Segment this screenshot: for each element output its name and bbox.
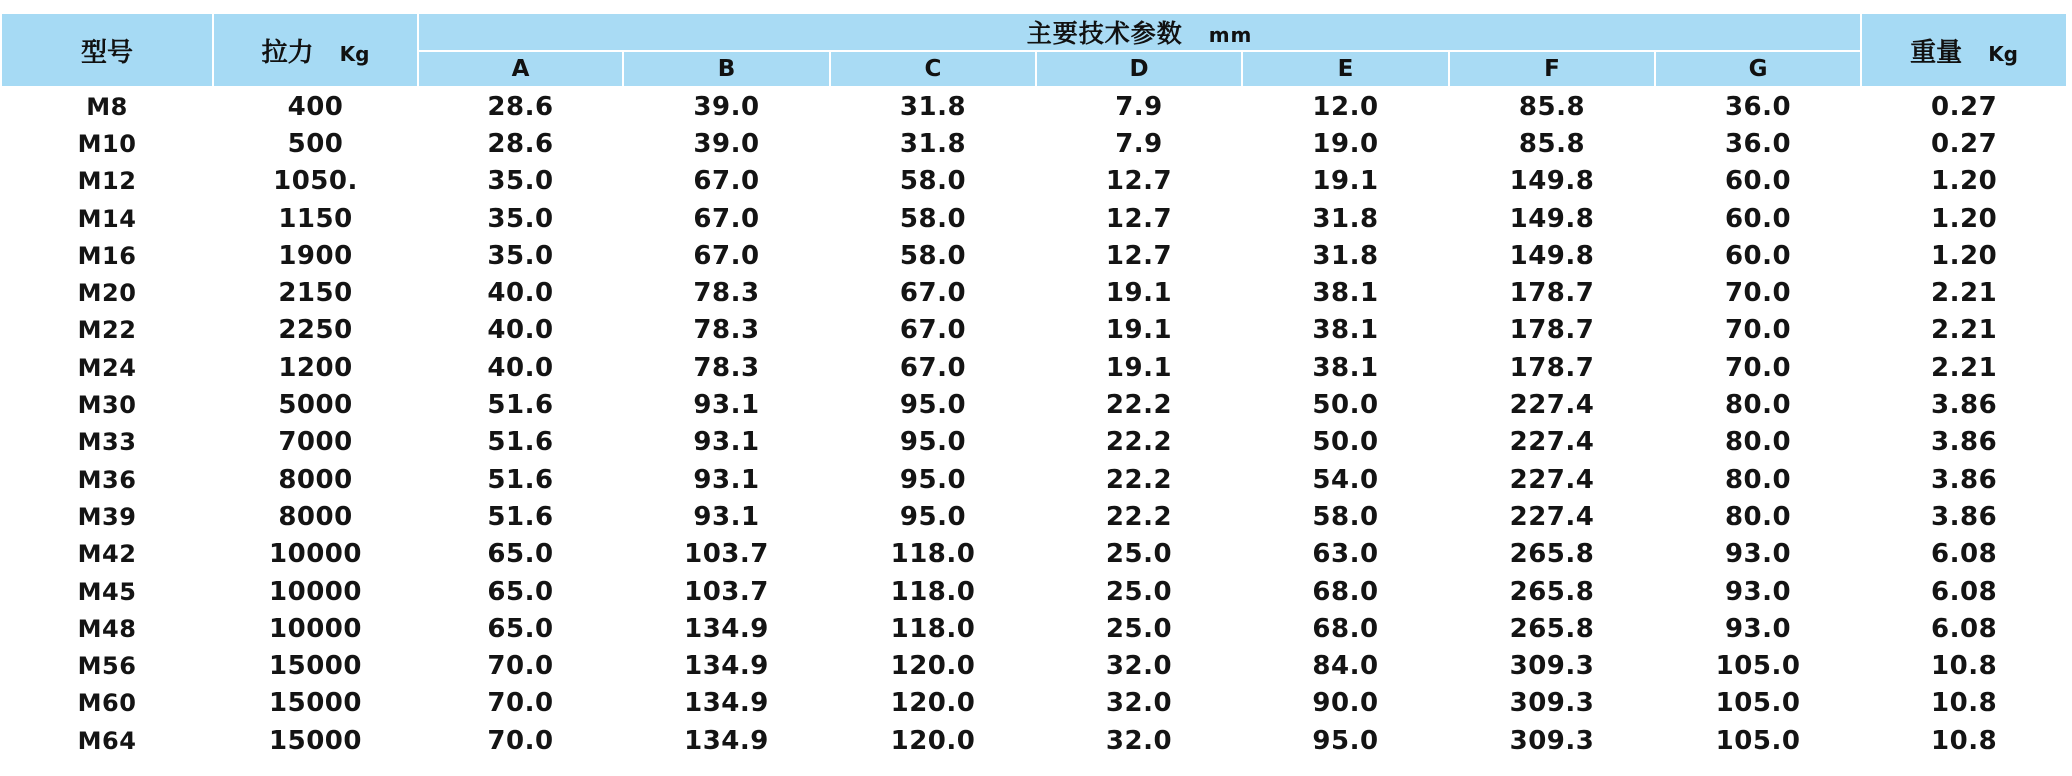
cell-dim-f: 178.7 xyxy=(1449,274,1655,311)
header-tension-unit: Kg xyxy=(339,41,370,66)
cell-model: M60 xyxy=(1,685,213,722)
cell-dim-c: 95.0 xyxy=(830,461,1036,498)
cell-weight: 3.86 xyxy=(1861,424,2067,461)
cell-dim-e: 54.0 xyxy=(1242,461,1449,498)
table-row xyxy=(1,610,2067,647)
cell-dim-g: 70.0 xyxy=(1655,312,1861,349)
header-group-label: 主要技术参数 xyxy=(1026,19,1183,48)
cell-dim-b: 67.0 xyxy=(623,200,830,237)
header-tension-label: 拉力 xyxy=(261,37,314,68)
cell-dim-b: 134.9 xyxy=(623,685,830,722)
cell-dim-f: 85.8 xyxy=(1449,87,1655,125)
cell-dim-b: 103.7 xyxy=(623,536,830,573)
header-dim-a: A xyxy=(418,51,623,87)
cell-dim-e: 68.0 xyxy=(1242,610,1449,647)
cell-dim-c: 67.0 xyxy=(830,349,1036,386)
cell-dim-d: 19.1 xyxy=(1036,312,1242,349)
cell-dim-b: 39.0 xyxy=(623,125,830,162)
header-model-label: 型号 xyxy=(80,37,133,68)
cell-dim-d: 32.0 xyxy=(1036,685,1242,722)
cell-dim-b: 93.1 xyxy=(623,461,830,498)
cell-dim-e: 63.0 xyxy=(1242,536,1449,573)
cell-dim-g: 36.0 xyxy=(1655,125,1861,162)
cell-dim-f: 309.3 xyxy=(1449,685,1655,722)
cell-model: M10 xyxy=(1,125,213,162)
cell-dim-g: 105.0 xyxy=(1655,685,1861,722)
cell-dim-f: 85.8 xyxy=(1449,125,1655,162)
cell-dim-c: 120.0 xyxy=(830,722,1036,759)
cell-dim-a: 28.6 xyxy=(418,125,623,162)
cell-dim-e: 58.0 xyxy=(1242,498,1449,535)
cell-dim-b: 93.1 xyxy=(623,386,830,423)
table-header xyxy=(1,13,2067,87)
cell-dim-c: 31.8 xyxy=(830,125,1036,162)
cell-dim-e: 12.0 xyxy=(1242,87,1449,125)
cell-weight: 0.27 xyxy=(1861,87,2067,125)
header-weight xyxy=(1861,13,2067,87)
cell-dim-d: 22.2 xyxy=(1036,461,1242,498)
header-group xyxy=(418,13,1861,51)
header-dim-g: G xyxy=(1655,51,1861,87)
cell-dim-d: 7.9 xyxy=(1036,125,1242,162)
cell-weight: 3.86 xyxy=(1861,461,2067,498)
cell-dim-g: 60.0 xyxy=(1655,163,1861,200)
cell-model: M20 xyxy=(1,274,213,311)
cell-dim-d: 25.0 xyxy=(1036,536,1242,573)
table-row xyxy=(1,237,2067,274)
table-row xyxy=(1,274,2067,311)
cell-weight: 2.21 xyxy=(1861,274,2067,311)
cell-dim-a: 70.0 xyxy=(418,647,623,684)
cell-dim-d: 19.1 xyxy=(1036,274,1242,311)
cell-dim-b: 39.0 xyxy=(623,87,830,125)
table-row xyxy=(1,87,2067,125)
cell-tension: 5000 xyxy=(213,386,418,423)
cell-dim-a: 35.0 xyxy=(418,237,623,274)
header-weight-label: 重量 xyxy=(1910,37,1963,68)
cell-model: M14 xyxy=(1,200,213,237)
cell-dim-e: 95.0 xyxy=(1242,722,1449,759)
cell-tension: 400 xyxy=(213,87,418,125)
cell-dim-g: 60.0 xyxy=(1655,200,1861,237)
cell-dim-c: 118.0 xyxy=(830,610,1036,647)
header-dim-e: E xyxy=(1242,51,1449,87)
cell-model: M56 xyxy=(1,647,213,684)
cell-dim-f: 265.8 xyxy=(1449,536,1655,573)
cell-tension: 10000 xyxy=(213,610,418,647)
table-row xyxy=(1,647,2067,684)
header-tension xyxy=(213,13,418,87)
cell-dim-a: 65.0 xyxy=(418,536,623,573)
cell-tension: 8000 xyxy=(213,461,418,498)
cell-dim-d: 25.0 xyxy=(1036,610,1242,647)
cell-weight: 1.20 xyxy=(1861,163,2067,200)
cell-weight: 2.21 xyxy=(1861,312,2067,349)
table-row xyxy=(1,461,2067,498)
cell-dim-e: 31.8 xyxy=(1242,200,1449,237)
table-row xyxy=(1,685,2067,722)
cell-tension: 8000 xyxy=(213,498,418,535)
cell-dim-d: 22.2 xyxy=(1036,424,1242,461)
header-model xyxy=(1,13,213,87)
cell-dim-a: 40.0 xyxy=(418,312,623,349)
cell-dim-g: 105.0 xyxy=(1655,647,1861,684)
cell-dim-g: 70.0 xyxy=(1655,274,1861,311)
cell-tension: 500 xyxy=(213,125,418,162)
cell-dim-d: 25.0 xyxy=(1036,573,1242,610)
cell-tension: 15000 xyxy=(213,685,418,722)
cell-dim-b: 67.0 xyxy=(623,237,830,274)
cell-dim-b: 134.9 xyxy=(623,722,830,759)
cell-dim-a: 70.0 xyxy=(418,685,623,722)
cell-dim-c: 118.0 xyxy=(830,573,1036,610)
cell-tension: 1150 xyxy=(213,200,418,237)
cell-dim-d: 19.1 xyxy=(1036,349,1242,386)
cell-dim-a: 70.0 xyxy=(418,722,623,759)
cell-dim-f: 149.8 xyxy=(1449,200,1655,237)
cell-tension: 1900 xyxy=(213,237,418,274)
cell-tension: 7000 xyxy=(213,424,418,461)
cell-weight: 3.86 xyxy=(1861,386,2067,423)
cell-dim-f: 227.4 xyxy=(1449,424,1655,461)
cell-weight: 6.08 xyxy=(1861,573,2067,610)
cell-tension: 1050. xyxy=(213,163,418,200)
cell-dim-a: 35.0 xyxy=(418,200,623,237)
cell-model: M12 xyxy=(1,163,213,200)
cell-dim-c: 95.0 xyxy=(830,498,1036,535)
header-dim-f: F xyxy=(1449,51,1655,87)
cell-model: M42 xyxy=(1,536,213,573)
cell-dim-d: 12.7 xyxy=(1036,237,1242,274)
cell-dim-e: 90.0 xyxy=(1242,685,1449,722)
cell-weight: 10.8 xyxy=(1861,722,2067,759)
cell-dim-a: 65.0 xyxy=(418,573,623,610)
cell-weight: 3.86 xyxy=(1861,498,2067,535)
cell-dim-e: 31.8 xyxy=(1242,237,1449,274)
header-group-unit: mm xyxy=(1208,23,1253,47)
cell-dim-e: 38.1 xyxy=(1242,312,1449,349)
header-dim-b: B xyxy=(623,51,830,87)
cell-tension: 10000 xyxy=(213,536,418,573)
cell-weight: 6.08 xyxy=(1861,536,2067,573)
cell-weight: 0.27 xyxy=(1861,125,2067,162)
cell-model: M30 xyxy=(1,386,213,423)
table-row xyxy=(1,312,2067,349)
cell-dim-a: 51.6 xyxy=(418,424,623,461)
cell-dim-e: 19.0 xyxy=(1242,125,1449,162)
cell-dim-d: 7.9 xyxy=(1036,87,1242,125)
cell-dim-b: 103.7 xyxy=(623,573,830,610)
cell-model: M39 xyxy=(1,498,213,535)
cell-dim-d: 12.7 xyxy=(1036,163,1242,200)
cell-model: M48 xyxy=(1,610,213,647)
cell-dim-f: 309.3 xyxy=(1449,647,1655,684)
cell-dim-f: 227.4 xyxy=(1449,386,1655,423)
cell-dim-g: 70.0 xyxy=(1655,349,1861,386)
cell-dim-g: 93.0 xyxy=(1655,610,1861,647)
cell-model: M22 xyxy=(1,312,213,349)
cell-dim-d: 22.2 xyxy=(1036,498,1242,535)
cell-dim-b: 134.9 xyxy=(623,647,830,684)
table-row xyxy=(1,163,2067,200)
cell-dim-b: 134.9 xyxy=(623,610,830,647)
table-row xyxy=(1,498,2067,535)
cell-dim-c: 58.0 xyxy=(830,237,1036,274)
cell-dim-a: 40.0 xyxy=(418,349,623,386)
cell-dim-g: 80.0 xyxy=(1655,498,1861,535)
cell-model: M33 xyxy=(1,424,213,461)
cell-dim-c: 67.0 xyxy=(830,274,1036,311)
cell-weight: 2.21 xyxy=(1861,349,2067,386)
cell-dim-f: 265.8 xyxy=(1449,610,1655,647)
cell-dim-e: 38.1 xyxy=(1242,274,1449,311)
cell-dim-b: 93.1 xyxy=(623,424,830,461)
cell-dim-c: 67.0 xyxy=(830,312,1036,349)
cell-dim-f: 149.8 xyxy=(1449,163,1655,200)
cell-weight: 1.20 xyxy=(1861,237,2067,274)
cell-model: M8 xyxy=(1,87,213,125)
cell-dim-g: 93.0 xyxy=(1655,573,1861,610)
cell-dim-e: 38.1 xyxy=(1242,349,1449,386)
cell-dim-c: 58.0 xyxy=(830,200,1036,237)
cell-dim-f: 178.7 xyxy=(1449,312,1655,349)
cell-dim-b: 78.3 xyxy=(623,274,830,311)
cell-dim-c: 31.8 xyxy=(830,87,1036,125)
cell-model: M36 xyxy=(1,461,213,498)
cell-weight: 10.8 xyxy=(1861,685,2067,722)
cell-dim-d: 22.2 xyxy=(1036,386,1242,423)
cell-model: M45 xyxy=(1,573,213,610)
table-row xyxy=(1,722,2067,759)
cell-tension: 2150 xyxy=(213,274,418,311)
cell-dim-a: 28.6 xyxy=(418,87,623,125)
cell-dim-c: 95.0 xyxy=(830,386,1036,423)
cell-model: M24 xyxy=(1,349,213,386)
cell-dim-g: 36.0 xyxy=(1655,87,1861,125)
cell-weight: 6.08 xyxy=(1861,610,2067,647)
cell-dim-e: 68.0 xyxy=(1242,573,1449,610)
cell-dim-f: 227.4 xyxy=(1449,461,1655,498)
cell-dim-c: 120.0 xyxy=(830,685,1036,722)
cell-dim-g: 80.0 xyxy=(1655,386,1861,423)
cell-dim-f: 309.3 xyxy=(1449,722,1655,759)
cell-dim-b: 78.3 xyxy=(623,349,830,386)
cell-dim-b: 78.3 xyxy=(623,312,830,349)
header-dim-d: D xyxy=(1036,51,1242,87)
cell-dim-a: 51.6 xyxy=(418,461,623,498)
cell-dim-a: 51.6 xyxy=(418,498,623,535)
cell-dim-f: 149.8 xyxy=(1449,237,1655,274)
cell-dim-g: 80.0 xyxy=(1655,461,1861,498)
cell-dim-f: 178.7 xyxy=(1449,349,1655,386)
table-row xyxy=(1,573,2067,610)
cell-dim-g: 93.0 xyxy=(1655,536,1861,573)
cell-model: M16 xyxy=(1,237,213,274)
cell-dim-e: 50.0 xyxy=(1242,424,1449,461)
cell-dim-b: 93.1 xyxy=(623,498,830,535)
cell-dim-c: 120.0 xyxy=(830,647,1036,684)
cell-dim-a: 40.0 xyxy=(418,274,623,311)
cell-dim-e: 19.1 xyxy=(1242,163,1449,200)
cell-tension: 1200 xyxy=(213,349,418,386)
table-row xyxy=(1,125,2067,162)
cell-dim-a: 35.0 xyxy=(418,163,623,200)
header-weight-unit: Kg xyxy=(1988,41,2019,66)
cell-tension: 15000 xyxy=(213,722,418,759)
cell-weight: 1.20 xyxy=(1861,200,2067,237)
cell-dim-f: 265.8 xyxy=(1449,573,1655,610)
cell-dim-d: 32.0 xyxy=(1036,647,1242,684)
cell-dim-f: 227.4 xyxy=(1449,498,1655,535)
cell-dim-c: 95.0 xyxy=(830,424,1036,461)
cell-dim-a: 65.0 xyxy=(418,610,623,647)
table-body xyxy=(1,87,2067,759)
cell-dim-d: 32.0 xyxy=(1036,722,1242,759)
table-row xyxy=(1,536,2067,573)
table-row xyxy=(1,349,2067,386)
cell-dim-d: 12.7 xyxy=(1036,200,1242,237)
cell-dim-e: 84.0 xyxy=(1242,647,1449,684)
cell-tension: 2250 xyxy=(213,312,418,349)
table-row xyxy=(1,424,2067,461)
spec-table xyxy=(0,12,2068,759)
table-row xyxy=(1,386,2067,423)
table-row xyxy=(1,200,2067,237)
cell-weight: 10.8 xyxy=(1861,647,2067,684)
cell-dim-a: 51.6 xyxy=(418,386,623,423)
cell-dim-e: 50.0 xyxy=(1242,386,1449,423)
cell-dim-c: 58.0 xyxy=(830,163,1036,200)
header-dim-c: C xyxy=(830,51,1036,87)
cell-dim-b: 67.0 xyxy=(623,163,830,200)
cell-tension: 10000 xyxy=(213,573,418,610)
cell-dim-g: 80.0 xyxy=(1655,424,1861,461)
cell-dim-g: 105.0 xyxy=(1655,722,1861,759)
cell-dim-c: 118.0 xyxy=(830,536,1036,573)
cell-tension: 15000 xyxy=(213,647,418,684)
cell-model: M64 xyxy=(1,722,213,759)
cell-dim-g: 60.0 xyxy=(1655,237,1861,274)
